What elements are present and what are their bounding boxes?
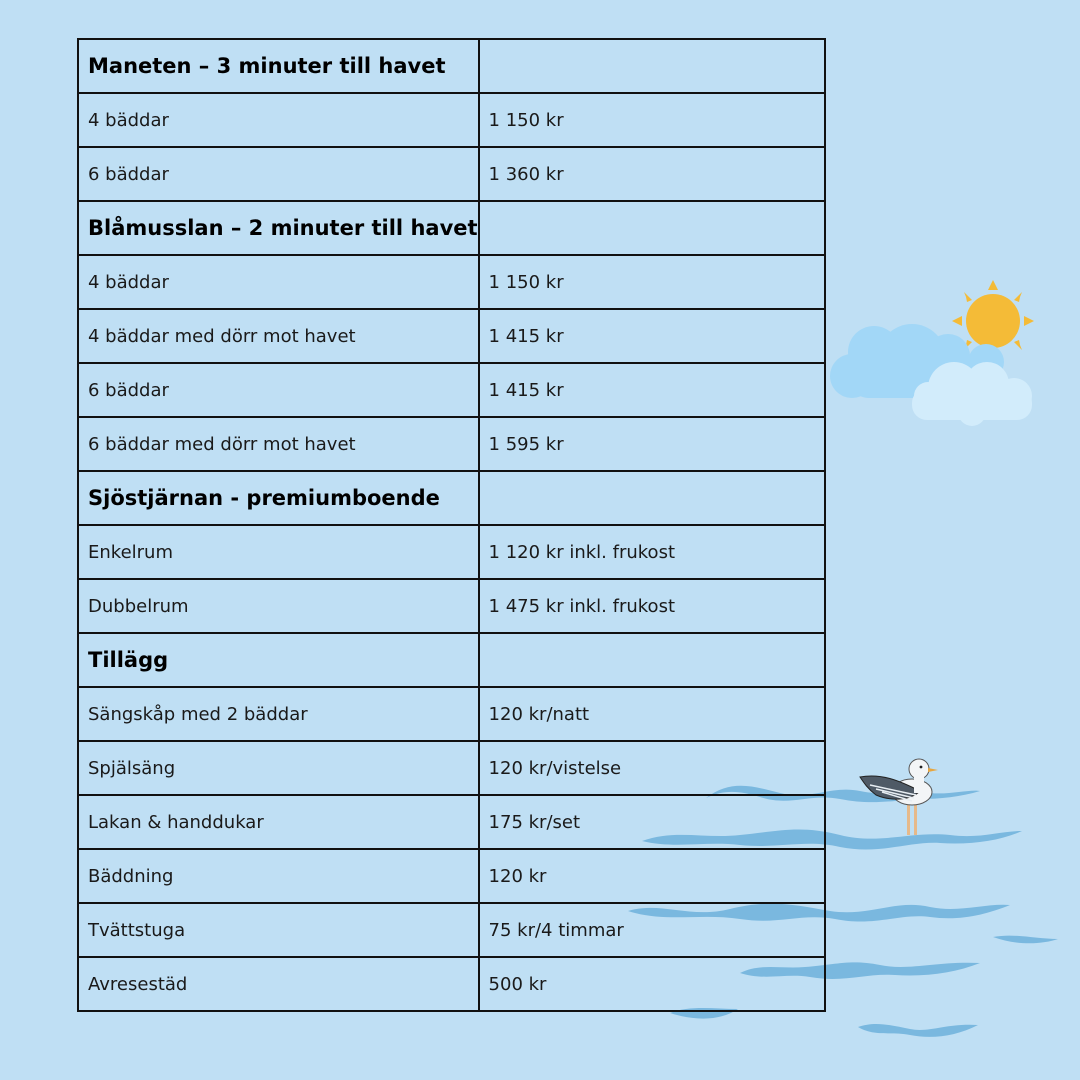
section-title: Tillägg <box>78 633 479 687</box>
item-price: 1 415 kr <box>479 363 825 417</box>
item-price: 1 150 kr <box>479 93 825 147</box>
section-header-row <box>78 39 825 93</box>
item-label: Spjälsäng <box>78 741 479 795</box>
price-row <box>78 417 825 471</box>
item-label: Sängskåp med 2 bäddar <box>78 687 479 741</box>
section-title: Blåmusslan – 2 minuter till havet <box>78 201 479 255</box>
section-title: Maneten – 3 minuter till havet <box>78 39 479 93</box>
item-label: 6 bäddar med dörr mot havet <box>78 417 479 471</box>
price-row <box>78 93 825 147</box>
price-row <box>78 849 825 903</box>
item-label: 4 bäddar med dörr mot havet <box>78 309 479 363</box>
item-label: Avresestäd <box>78 957 479 1011</box>
item-label: 6 bäddar <box>78 363 479 417</box>
price-row <box>78 795 825 849</box>
item-price: 120 kr/vistelse <box>479 741 825 795</box>
section-header-row <box>78 633 825 687</box>
sun-and-clouds-illustration <box>826 280 1041 435</box>
item-price: 1 360 kr <box>479 147 825 201</box>
item-label: Lakan & handdukar <box>78 795 479 849</box>
item-price: 120 kr <box>479 849 825 903</box>
item-price: 120 kr/natt <box>479 687 825 741</box>
section-empty-cell <box>479 471 825 525</box>
price-row <box>78 363 825 417</box>
section-title: Sjöstjärnan - premiumboende <box>78 471 479 525</box>
item-price: 1 475 kr inkl. frukost <box>479 579 825 633</box>
item-label: 4 bäddar <box>78 93 479 147</box>
price-table-body <box>78 39 825 1011</box>
section-header-row <box>78 201 825 255</box>
item-label: Dubbelrum <box>78 579 479 633</box>
item-label: Tvättstuga <box>78 903 479 957</box>
price-row <box>78 903 825 957</box>
price-row <box>78 525 825 579</box>
item-price: 1 150 kr <box>479 255 825 309</box>
price-row <box>78 741 825 795</box>
price-row <box>78 687 825 741</box>
item-price: 500 kr <box>479 957 825 1011</box>
price-row <box>78 309 825 363</box>
item-price: 1 120 kr inkl. frukost <box>479 525 825 579</box>
item-price: 175 kr/set <box>479 795 825 849</box>
item-price: 75 kr/4 timmar <box>479 903 825 957</box>
item-label: Bäddning <box>78 849 479 903</box>
section-empty-cell <box>479 633 825 687</box>
price-row <box>78 957 825 1011</box>
price-row <box>78 579 825 633</box>
price-table <box>77 38 826 1012</box>
item-label: 4 bäddar <box>78 255 479 309</box>
section-empty-cell <box>479 39 825 93</box>
price-row <box>78 147 825 201</box>
section-empty-cell <box>479 201 825 255</box>
section-header-row <box>78 471 825 525</box>
price-row <box>78 255 825 309</box>
item-price: 1 595 kr <box>479 417 825 471</box>
item-label: 6 bäddar <box>78 147 479 201</box>
item-price: 1 415 kr <box>479 309 825 363</box>
item-label: Enkelrum <box>78 525 479 579</box>
